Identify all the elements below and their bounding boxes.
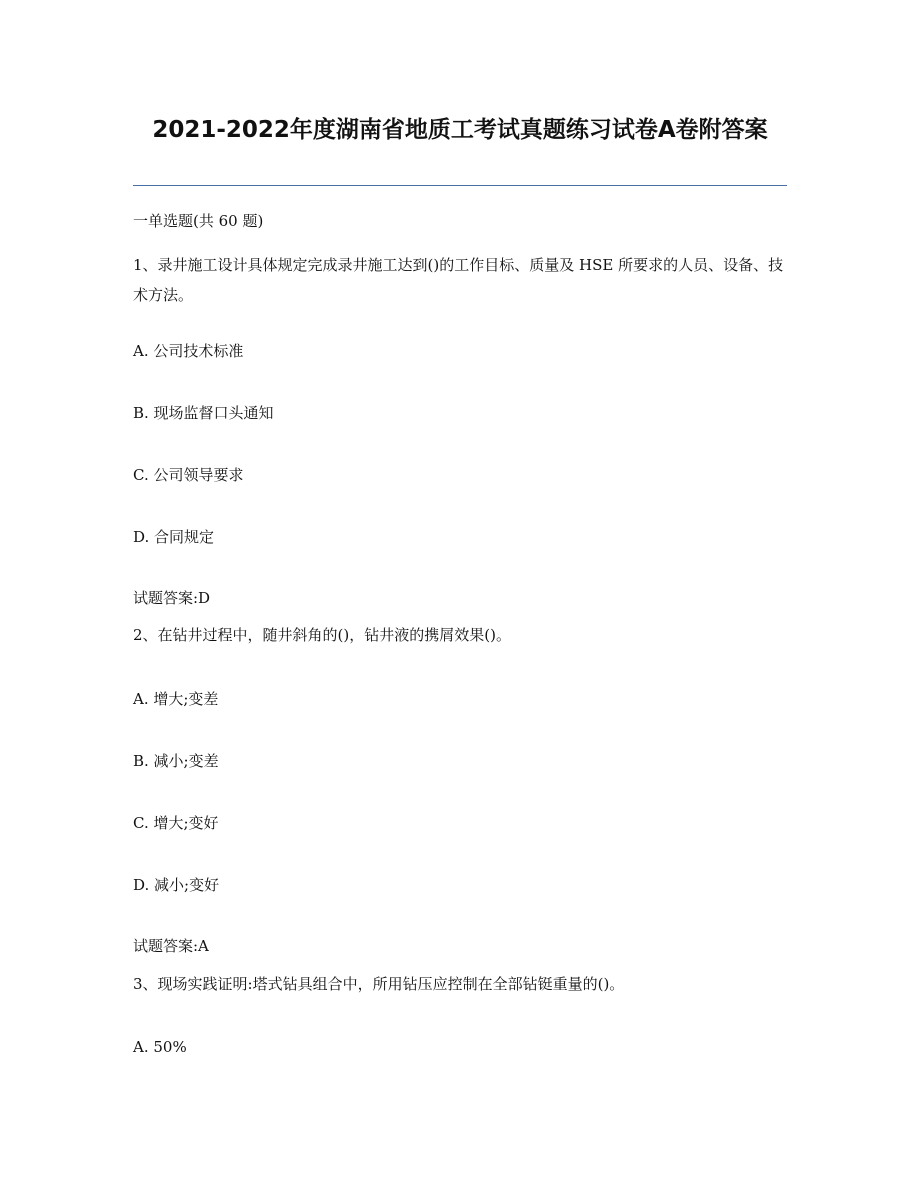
question-1-option-c: C. 公司领导要求 — [133, 466, 244, 484]
question-3-option-a: A. 50% — [133, 1038, 187, 1056]
question-1-answer: 试题答案:D — [133, 589, 211, 607]
question-stem-2: 2、在钻井过程中，随井斜角的()，钻井液的携屑效果()。 — [133, 626, 511, 644]
question-stem-3: 3、现场实践证明:塔式钻具组合中，所用钻压应控制在全部钻铤重量的()。 — [133, 975, 625, 993]
section-heading: 一单选题(共 60 题) — [133, 212, 264, 230]
question-1-option-b: B. 现场监督口头通知 — [133, 404, 274, 422]
question-2-answer: 试题答案:A — [133, 937, 209, 955]
title-divider — [133, 185, 787, 186]
question-stem-1: 1、录井施工设计具体规定完成录井施工达到()的工作目标、质量及 HSE 所要求的人员、设备、技术方法。 — [133, 256, 784, 304]
question-1-option-a: A. 公司技术标准 — [133, 342, 244, 360]
document-title: 2021-2022年度湖南省地质工考试真题练习试卷A卷附答案 — [152, 117, 768, 143]
question-2-option-a: A. 增大;变差 — [133, 690, 219, 708]
question-1-option-d: D. 合同规定 — [133, 528, 215, 546]
question-2-option-c: C. 增大;变好 — [133, 814, 219, 832]
question-2-option-b: B. 减小;变差 — [133, 752, 219, 770]
question-2-option-d: D. 减小;变好 — [133, 876, 220, 894]
